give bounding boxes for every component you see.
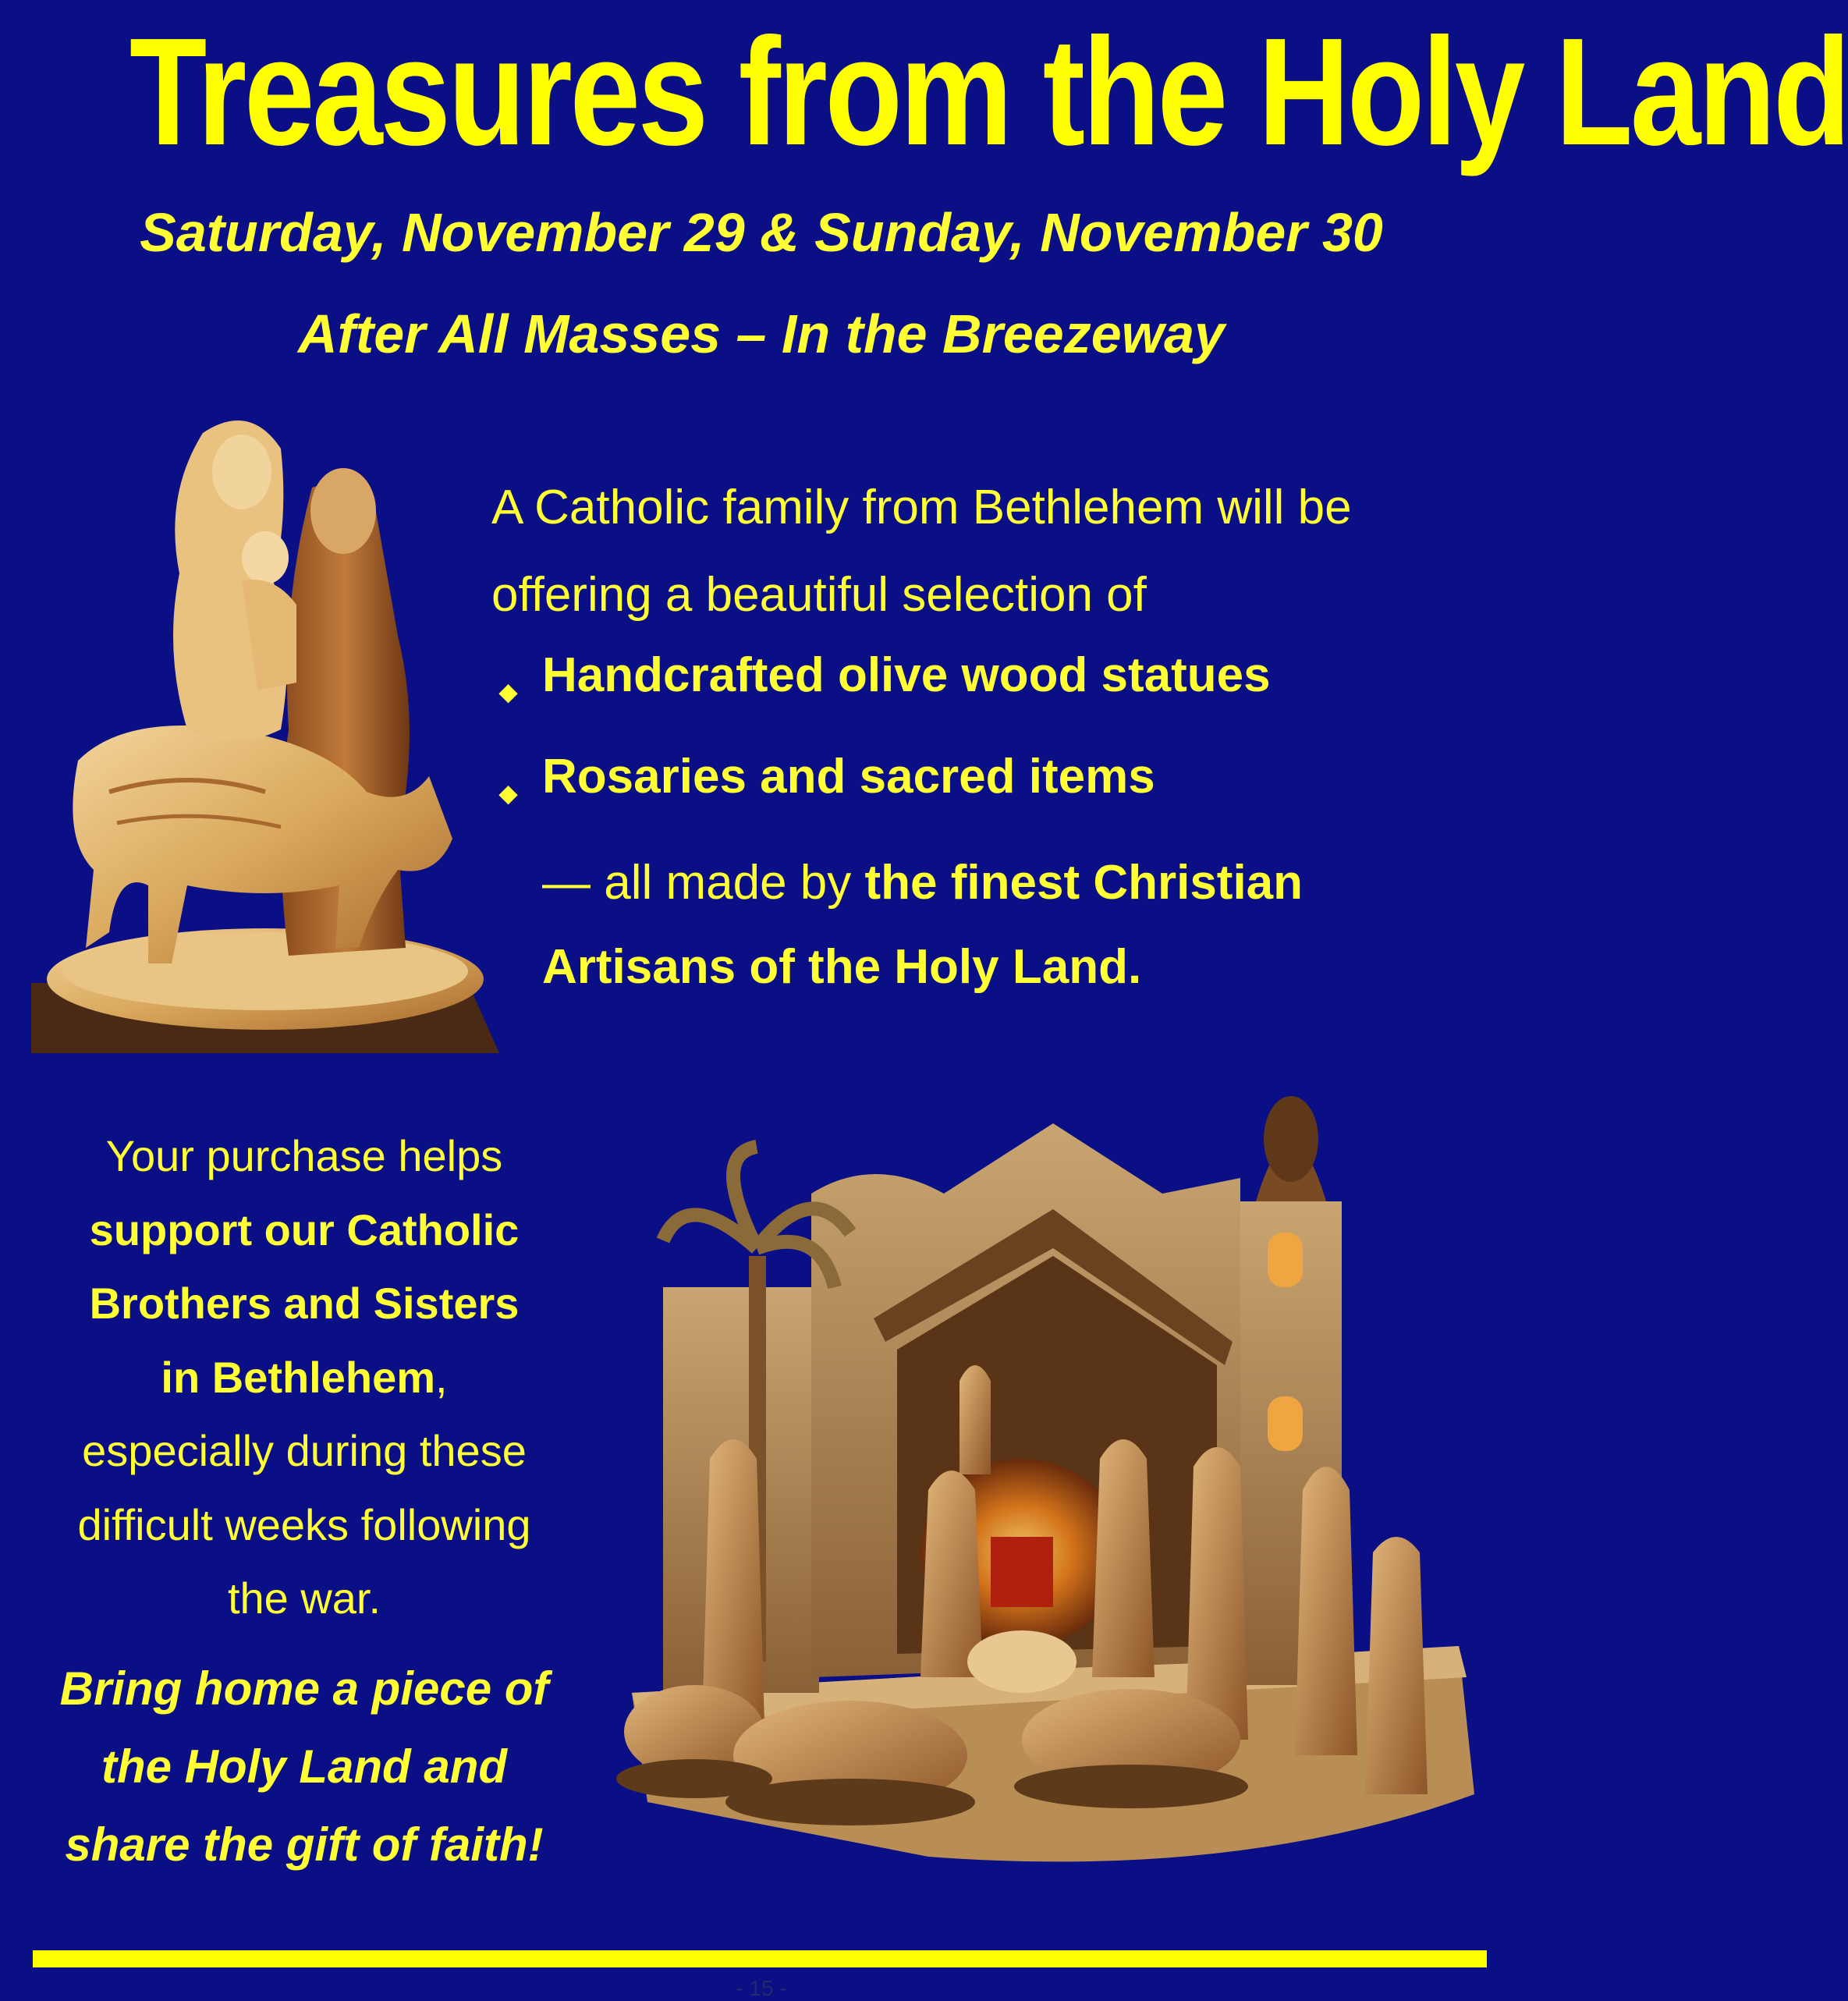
diamond-bullet-icon: ◆ — [499, 781, 518, 807]
tagline-bold-2: Artisans of the Holy Land. — [542, 940, 1142, 994]
product-list — [491, 647, 1498, 850]
list-item-text: Handcrafted olive wood statues — [542, 648, 1271, 702]
closing-line: the Holy Land and — [101, 1740, 508, 1793]
tagline-prefix: — all made by — [542, 856, 865, 910]
support-bold: support our Catholic — [89, 1205, 520, 1254]
page-number: - 15 - — [736, 1976, 787, 2000]
closing-message — [23, 1650, 585, 1884]
closing-line: share the gift of faith! — [65, 1818, 544, 1871]
support-line: Your purchase helps — [105, 1131, 503, 1180]
support-bold: Brothers and Sisters — [89, 1279, 520, 1328]
diamond-bullet-icon: ◆ — [499, 679, 518, 705]
intro-line-1: A Catholic family from Bethlehem will be — [491, 481, 1352, 534]
list-item — [491, 749, 1498, 850]
nativity-scene-image — [616, 1053, 1474, 1880]
support-paragraph — [23, 1119, 585, 1636]
tagline-bold-1: the finest Christian — [864, 856, 1304, 910]
footer-divider — [33, 1950, 1487, 1967]
list-item — [491, 647, 1498, 749]
support-line: difficult weeks following — [77, 1499, 531, 1549]
closing-line: Bring home a piece of — [59, 1662, 549, 1715]
holy-family-statue-image — [31, 402, 499, 1057]
event-location: After All Masses – In the Breezeway — [298, 303, 1225, 364]
flyer-title: Treasures from the Holy Land — [129, 6, 1848, 177]
support-line: the war. — [227, 1573, 381, 1623]
artisans-tagline — [542, 841, 1478, 1009]
intro-line-2: offering a beautiful selection of — [491, 568, 1147, 622]
list-item-text: Rosaries and sacred items — [542, 750, 1155, 804]
support-bold: in Bethlehem — [161, 1352, 436, 1402]
support-comma: , — [435, 1352, 448, 1402]
intro-paragraph — [491, 464, 1498, 639]
support-line: especially during these — [82, 1426, 527, 1475]
event-dates: Saturday, November 29 & Sunday, November 30 — [140, 202, 1383, 263]
